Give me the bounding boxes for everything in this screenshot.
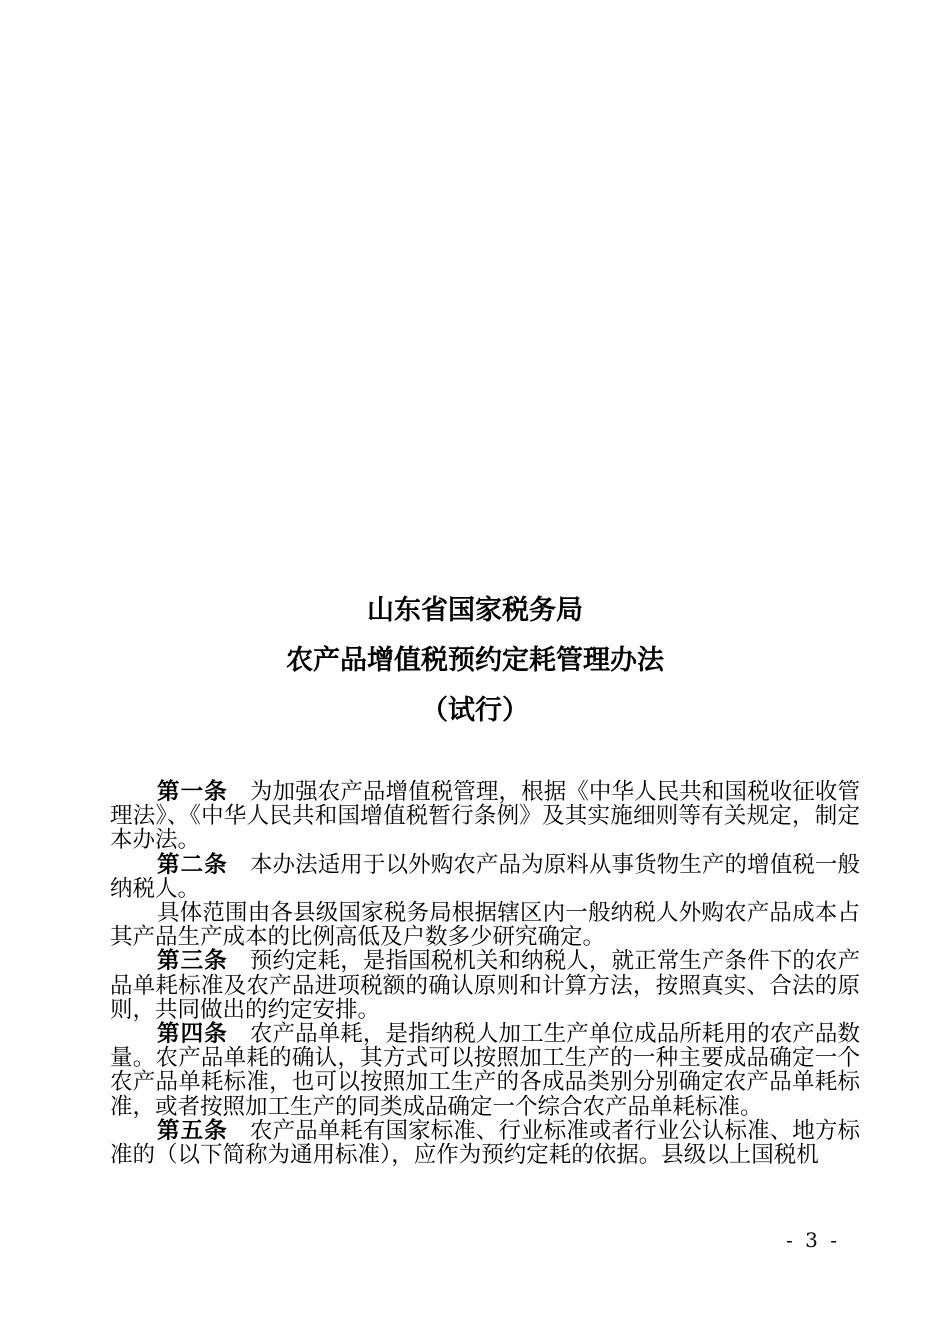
article-3 [110, 949, 860, 1022]
article-5 [110, 1119, 860, 1167]
page-number: - 3 - [786, 1228, 840, 1252]
article-text: 为加强农产品增值税管理，根据《中华人民共和国税收征收管理法》、《中华人民共和国增值税暂行条例》及其实施细则等有关规定，制定本办法。 [110, 779, 860, 854]
title-issuer: 山东省国家税务局 [367, 595, 583, 626]
article-1 [110, 780, 860, 853]
document-title [0, 586, 950, 736]
article-text: 农产品单耗，是指纳税人加工生产单位成品所耗用的农产品数量。农产品单耗的确认，其方式可以按照加工生产的一种主要成品确定一个农产品单耗标准，也可以按照加工生产的各成品类别分别确定农产品单耗标准，或者按照加工生产的同类成品确定一个综合农产品单耗标准。 [110, 1021, 860, 1120]
document-body [110, 780, 860, 1167]
article-2-continuation [110, 901, 860, 949]
article-heading: 第四条 [157, 1021, 228, 1048]
article-text: 具体范围由各县级国家税务局根据辖区内一般纳税人外购农产品成本占其产品生产成本的比例高低及户数多少研究确定。 [110, 900, 860, 951]
article-heading: 第三条 [157, 948, 228, 975]
article-text: 预约定耗，是指国税机关和纳税人，就正常生产条件下的农产品单耗标准及农产品进项税额的确认原则和计算方法，按照真实、合法的原则，共同做出的约定安排。 [110, 948, 860, 1023]
title-trial-note: （试行） [421, 695, 529, 726]
title-name: 农产品增值税预约定耗管理办法 [286, 645, 664, 676]
article-text: 农产品单耗有国家标准、行业标准或者行业公认标准、地方标准的（以下简称为通用标准），应作为预约定耗的依据。县级以上国税机 [110, 1117, 860, 1169]
article-4 [110, 1022, 860, 1119]
article-heading: 第五条 [157, 1117, 228, 1144]
article-heading: 第二条 [157, 851, 228, 878]
article-text: 本办法适用于以外购农产品为原料从事货物生产的增值税一般纳税人。 [110, 851, 860, 902]
article-2 [110, 853, 860, 901]
article-heading: 第一条 [157, 779, 228, 805]
